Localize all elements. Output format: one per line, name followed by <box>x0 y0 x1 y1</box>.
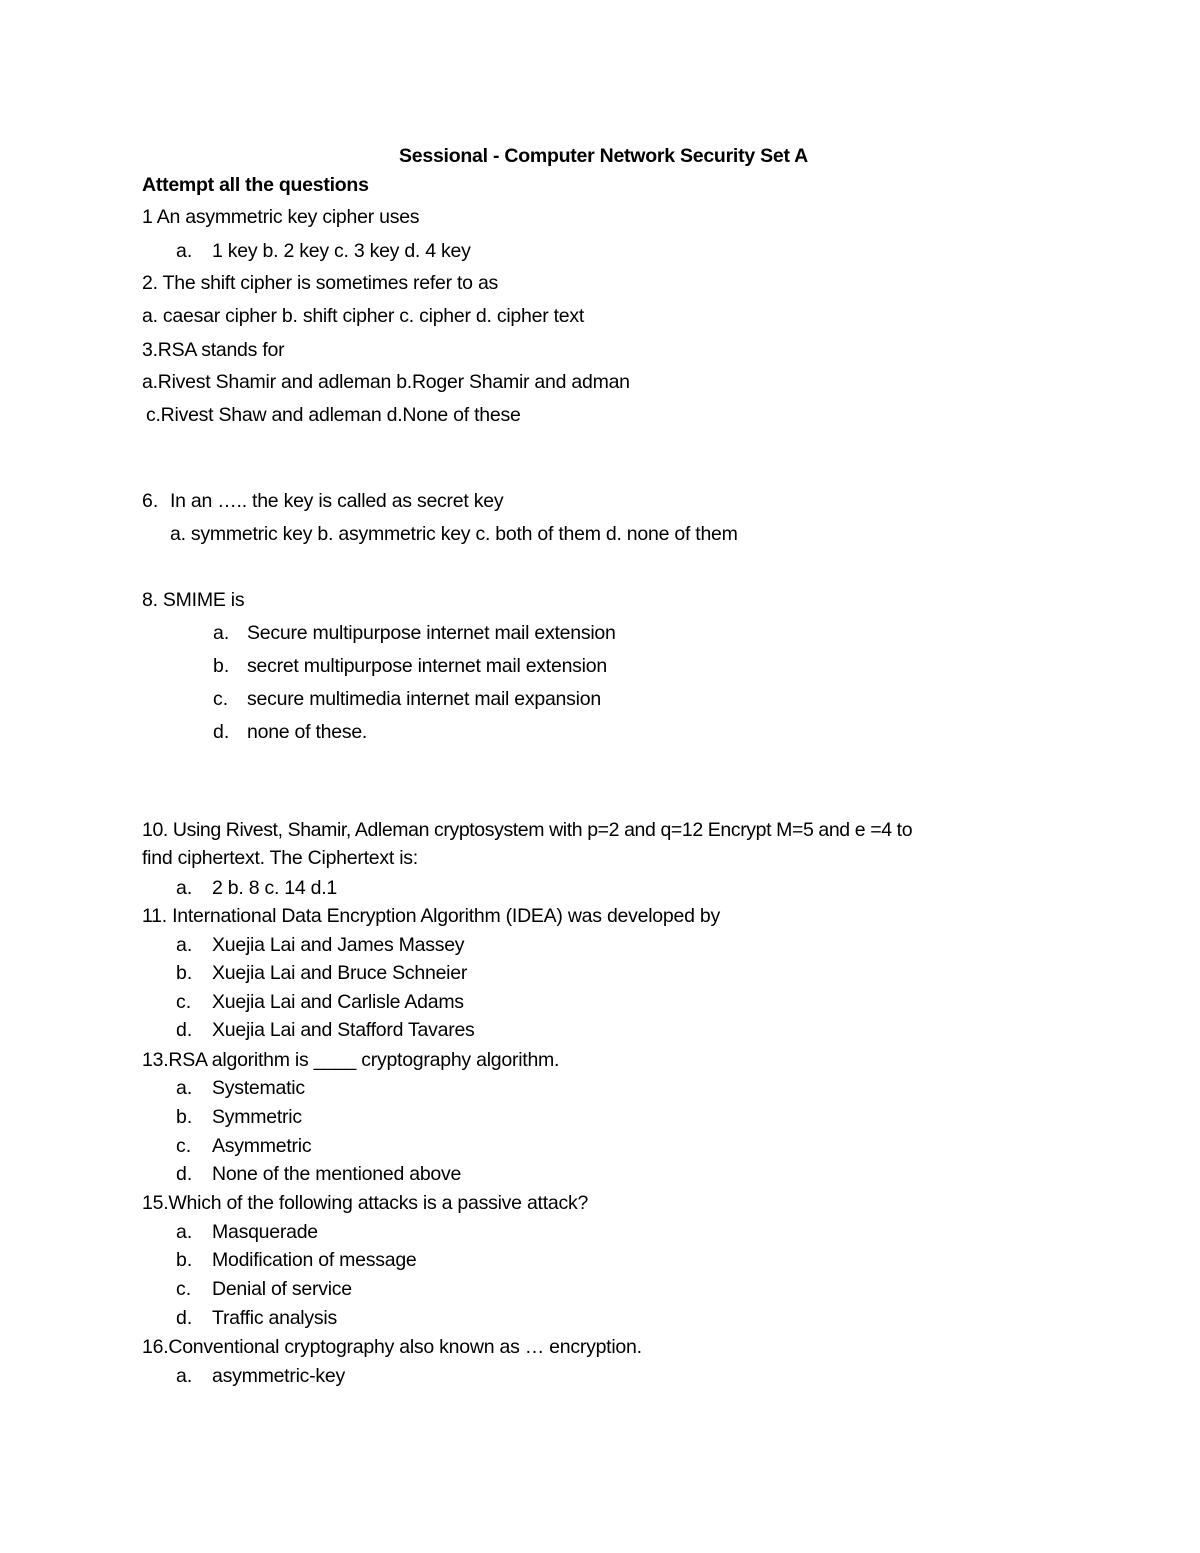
option-label: a. <box>176 1365 193 1387</box>
option-label: b. <box>176 962 193 984</box>
option-text: Xuejia Lai and Stafford Tavares <box>212 1019 475 1041</box>
question-6: In an ….. the key is called as secret key <box>170 490 504 512</box>
option-text: Secure multipurpose internet mail extension <box>247 622 616 644</box>
option-label: a. <box>176 934 193 956</box>
option-label: b. <box>176 1106 193 1128</box>
option-text: None of the mentioned above <box>212 1163 462 1185</box>
question-text: An asymmetric key cipher uses <box>156 206 420 228</box>
question-10-line-2: find ciphertext. The Ciphertext is: <box>142 847 418 869</box>
option-label: d. <box>213 721 230 743</box>
question-8: 8. SMIME is <box>142 589 245 611</box>
option-text: Systematic <box>212 1077 305 1099</box>
question-2: 2. The shift cipher is sometimes refer to as <box>142 272 499 294</box>
option-text: asymmetric-key <box>212 1365 346 1387</box>
question-10-line-1: 10. Using Rivest, Shamir, Adleman cryptosystem with p=2 and q=12 Encrypt M=5 and e =4 to <box>142 819 913 841</box>
option-label: a. <box>176 1077 193 1099</box>
option-text: Xuejia Lai and Carlisle Adams <box>212 991 464 1013</box>
option-label: a. <box>176 877 193 899</box>
option-text: Xuejia Lai and James Massey <box>212 934 465 956</box>
option-label: c. <box>176 991 192 1013</box>
option-label: a. <box>213 622 230 644</box>
option-text: Xuejia Lai and Bruce Schneier <box>212 962 468 984</box>
option-label: c. <box>213 688 229 710</box>
question-3-options-line-2: c.Rivest Shaw and adleman d.None of these <box>146 404 521 426</box>
option-text: Traffic analysis <box>212 1307 337 1329</box>
option-label: b. <box>213 655 230 677</box>
question-6-number: 6. <box>142 490 159 512</box>
option-text: none of these. <box>247 721 368 743</box>
option-label: d. <box>176 1307 193 1329</box>
option-label: a. <box>176 1221 193 1243</box>
option-text: Symmetric <box>212 1106 302 1128</box>
question-3: 3.RSA stands for <box>142 339 285 361</box>
option-label: a. <box>176 240 193 262</box>
question-number: 1 <box>142 206 153 228</box>
option-text: secure multimedia internet mail expansion <box>247 688 601 710</box>
option-text: Asymmetric <box>212 1135 312 1157</box>
option-label: d. <box>176 1163 193 1185</box>
option-label: d. <box>176 1019 193 1041</box>
option-text: secret multipurpose internet mail extension <box>247 655 607 677</box>
option-text: Denial of service <box>212 1278 352 1300</box>
question-13: 13.RSA algorithm is ____ cryptography algorithm. <box>142 1049 560 1071</box>
option-label: c. <box>176 1278 192 1300</box>
question-6-options: a. symmetric key b. asymmetric key c. both of them d. none of them <box>170 523 738 545</box>
question-16: 16.Conventional cryptography also known as … encryption. <box>142 1336 642 1358</box>
question-2-options: a. caesar cipher b. shift cipher c. cipher d. cipher text <box>142 305 585 327</box>
instruction: Attempt all the questions <box>142 174 369 196</box>
question-15: 15.Which of the following attacks is a passive attack? <box>142 1192 589 1214</box>
option-label: c. <box>176 1135 192 1157</box>
option-text: Modification of message <box>212 1249 417 1271</box>
question-3-options-line-1: a.Rivest Shamir and adleman b.Roger Shamir and adman <box>142 371 630 393</box>
option-text: Masquerade <box>212 1221 318 1243</box>
question-10-options: 2 b. 8 c. 14 d.1 <box>212 877 338 899</box>
question-1 <box>142 204 419 230</box>
question-11: 11. International Data Encryption Algorithm (IDEA) was developed by <box>142 905 720 927</box>
question-1-options: 1 key b. 2 key c. 3 key d. 4 key <box>212 240 471 262</box>
document-title: Sessional - Computer Network Security Set A <box>399 145 808 167</box>
option-label: b. <box>176 1249 193 1271</box>
